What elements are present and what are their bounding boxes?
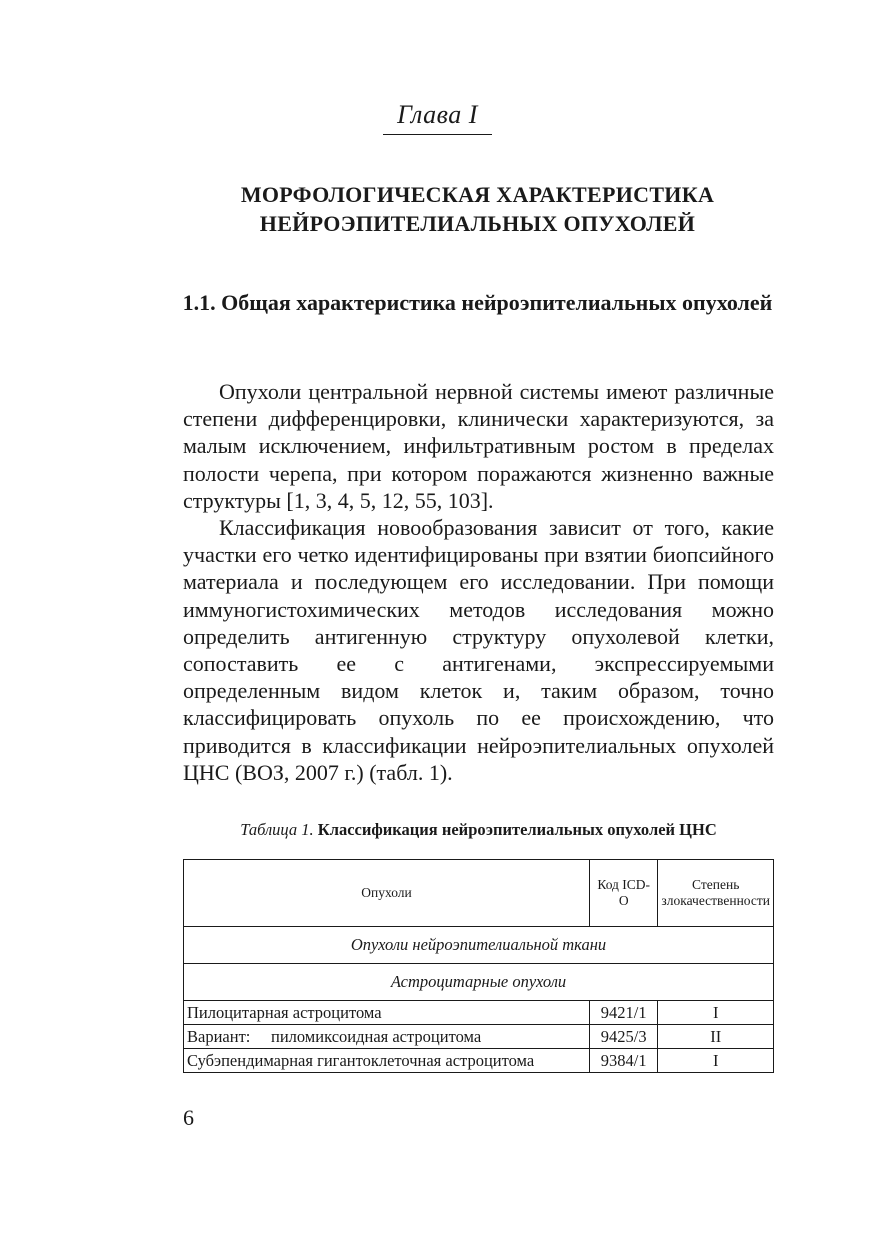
table-caption bbox=[183, 820, 774, 840]
table-row bbox=[184, 1001, 774, 1025]
main-title: МОРФОЛОГИЧЕСКАЯ ХАРАКТЕРИСТИКА НЕЙРОЭПИТЕЛИАЛЬНЫХ ОПУХОЛЕЙ bbox=[240, 182, 715, 236]
group-astrocytic: Астроцитарные опухоли bbox=[184, 964, 774, 1001]
page-number: 6 bbox=[183, 1105, 194, 1130]
table-caption-label: Таблица 1. bbox=[240, 820, 314, 839]
cell-code: 9421/1 bbox=[590, 1001, 658, 1025]
cell-code: 9425/3 bbox=[590, 1025, 658, 1049]
cell-name: Пилоцитарная астроцитома bbox=[184, 1001, 590, 1025]
table-group-row bbox=[184, 927, 774, 964]
table-group-row bbox=[184, 964, 774, 1001]
header-tumor: Опухоли bbox=[184, 860, 590, 927]
paragraph: Опухоли центральной нервной системы имеют различные степени дифференцировки, клинически характеризуются, за малым исключением, инфильтративным ростом в пределах полости черепа, при котором поражаются жизненно важные структуры [1, 3, 4, 5, 12, 55, 103]. bbox=[183, 379, 774, 513]
header-grade: Степень злокачественности bbox=[658, 860, 774, 927]
header-code: Код ICD-O bbox=[590, 860, 658, 927]
classification-table bbox=[183, 859, 774, 1073]
cell-name: Субэпендимарная гигантоклеточная астроцитома bbox=[184, 1049, 590, 1073]
cell-grade: II bbox=[658, 1025, 774, 1049]
body-text bbox=[183, 378, 774, 786]
chapter-heading bbox=[0, 100, 875, 135]
table-row bbox=[184, 1025, 774, 1049]
paragraph: Классификация новообразования зависит от того, какие участки его четко идентифицированы при взятии биопсийного материала и последующем его исследовании. При помощи иммуногистохимических методов исследования можно определить антигенную структуру опухолевой клетки, сопоставить ее с антигенами, экспрессируемыми определенным видом клеток и, таким образом, точно классифицировать опухоль по ее происхождению, что приводится в классификации нейроэпителиальных опухолей ЦНС (ВОЗ, 2007 г.) (табл. 1). bbox=[183, 515, 774, 785]
cell-name: Вариант: пиломиксоидная астроцитома bbox=[184, 1025, 590, 1049]
cell-code: 9384/1 bbox=[590, 1049, 658, 1073]
table-header-row bbox=[184, 860, 774, 927]
cell-grade: I bbox=[658, 1049, 774, 1073]
section-title: 1.1. Общая характеристика нейроэпителиальных опухолей bbox=[182, 290, 773, 315]
table-caption-title: Классификация нейроэпителиальных опухолей ЦНС bbox=[317, 820, 717, 839]
cell-grade: I bbox=[658, 1001, 774, 1025]
chapter-label: Глава I bbox=[383, 100, 492, 135]
table-row bbox=[184, 1049, 774, 1073]
group-neuroepithelial: Опухоли нейроэпителиальной ткани bbox=[184, 927, 774, 964]
